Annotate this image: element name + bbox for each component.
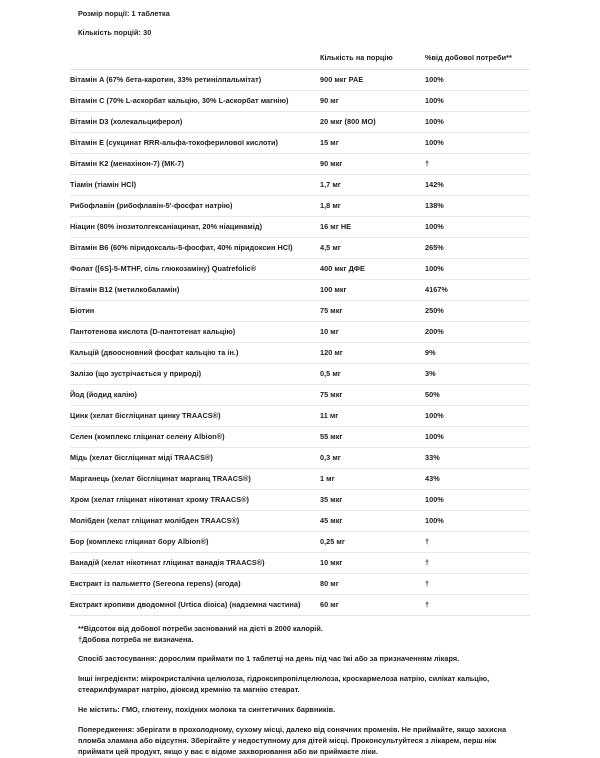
- nutrient-amount: 90 мкг: [320, 154, 425, 175]
- table-row: [70, 553, 530, 574]
- nutrient-name: Вітамін K2 (менахінон-7) (МК-7): [70, 154, 320, 175]
- table-row: [70, 343, 530, 364]
- nutrient-amount: 80 мг: [320, 574, 425, 595]
- nutrient-name: Марганець (хелат бісгліцинат марганц TRAACS®): [70, 469, 320, 490]
- nutrient-name: Вітамін B6 (60% піридоксаль-5-фосфат, 40% піридоксин HCl): [70, 238, 320, 259]
- nutrient-daily-value: 33%: [425, 448, 530, 469]
- nutrient-amount: 90 мг: [320, 91, 425, 112]
- nutrient-daily-value: 9%: [425, 343, 530, 364]
- nutrient-name: Вітамін E (сукцинат RRR-альфа-токоферилової кислоти): [70, 133, 320, 154]
- nutrient-name: Фолат ([6S]-5-MTHF, сіль глюкозаміну) Quatrefolic®: [70, 259, 320, 280]
- nutrient-daily-value: †: [425, 574, 530, 595]
- table-header: [70, 47, 530, 70]
- column-header-daily-value: %від добової потреби**: [425, 47, 530, 70]
- nutrient-daily-value: 100%: [425, 70, 530, 91]
- table-row: [70, 112, 530, 133]
- nutrient-amount: 0,5 мг: [320, 364, 425, 385]
- table-row: [70, 364, 530, 385]
- table-row: [70, 595, 530, 616]
- table-row: [70, 448, 530, 469]
- table-row: [70, 469, 530, 490]
- nutrient-amount: 100 мкг: [320, 280, 425, 301]
- nutrient-amount: 35 мкг: [320, 490, 425, 511]
- column-header-amount: Кількість на порцію: [320, 47, 425, 70]
- table-row: [70, 511, 530, 532]
- nutrient-daily-value: 250%: [425, 301, 530, 322]
- nutrient-amount: 20 мкг (800 МО): [320, 112, 425, 133]
- nutrient-amount: 400 мкг ДФЕ: [320, 259, 425, 280]
- table-row: [70, 133, 530, 154]
- nutrient-amount: 10 мкг: [320, 553, 425, 574]
- nutrient-name: Вітамін B12 (метилкобаламін): [70, 280, 320, 301]
- supplement-facts-table: [70, 47, 530, 616]
- footnote-daily-value: **Відсоток від добової потреби заснований на дієті в 2000 калорій.: [78, 624, 323, 634]
- table-row: [70, 280, 530, 301]
- nutrient-name: Молібден (хелат гліцинат молібден TRAACS®): [70, 511, 320, 532]
- directions-paragraph: Спосіб застосування: дорослим приймати по 1 таблетці на день під час їжі або за призначенням лікаря.: [78, 654, 460, 664]
- nutrient-daily-value: 100%: [425, 133, 530, 154]
- nutrient-amount: 900 мкг PAE: [320, 70, 425, 91]
- table-row: [70, 154, 530, 175]
- serving-info: [0, 0, 600, 37]
- footnotes: [78, 624, 530, 645]
- nutrient-name: Екстракт кропиви дводомної (Urtica dioica) (надземна частина): [70, 595, 320, 616]
- nutrient-amount: 45 мкг: [320, 511, 425, 532]
- nutrient-name: Біотин: [70, 301, 320, 322]
- table-row: [70, 532, 530, 553]
- nutrient-name: Мідь (хелат бісгліцинат міді TRAACS®): [70, 448, 320, 469]
- nutrient-name: Екстракт із пальметто (Sereona repens) (ягода): [70, 574, 320, 595]
- nutrient-amount: 0,25 мг: [320, 532, 425, 553]
- table-row: [70, 322, 530, 343]
- nutrient-daily-value: 50%: [425, 385, 530, 406]
- nutrient-daily-value: †: [425, 154, 530, 175]
- serving-size: Розмір порції: 1 таблетка: [78, 9, 170, 18]
- nutrient-amount: 120 мг: [320, 343, 425, 364]
- warning-paragraph: Попередження: зберігати в прохолодному, сухому місці, далеко від сонячних променів. Не приймайте, якщо захисна пломба зламана або відсутня. Зберігайте у недоступному для дітей місці. Проконсультуйтеся з лікарем, перш ніж приймати цей продукт, якщо у вас є відоме захворювання або ви приймаєте ліки.: [78, 725, 507, 756]
- table-row: [70, 301, 530, 322]
- nutrient-name: Бор (комплекс гліцинат бору Albion®): [70, 532, 320, 553]
- free-from-paragraph: Не містить: ГМО, глютену, похідних молока та синтетичних барвників.: [78, 705, 336, 715]
- table-row: [70, 490, 530, 511]
- table-row: [70, 259, 530, 280]
- nutrient-amount: 1,8 мг: [320, 196, 425, 217]
- nutrient-amount: 10 мг: [320, 322, 425, 343]
- nutrient-amount: 15 мг: [320, 133, 425, 154]
- nutrient-daily-value: †: [425, 532, 530, 553]
- column-header-name: [70, 47, 320, 70]
- nutrient-daily-value: 4167%: [425, 280, 530, 301]
- nutrient-daily-value: 200%: [425, 322, 530, 343]
- nutrient-amount: 55 мкг: [320, 427, 425, 448]
- table-row: [70, 406, 530, 427]
- nutrient-name: Кальцій (двоосновний фосфат кальцію та ін.): [70, 343, 320, 364]
- nutrient-amount: 75 мкг: [320, 385, 425, 406]
- nutrient-name: Йод (йодид калію): [70, 385, 320, 406]
- nutrient-amount: 0,3 мг: [320, 448, 425, 469]
- table-row: [70, 196, 530, 217]
- nutrient-daily-value: 100%: [425, 112, 530, 133]
- table-row: [70, 574, 530, 595]
- nutrient-amount: 11 мг: [320, 406, 425, 427]
- nutrient-daily-value: 100%: [425, 406, 530, 427]
- nutrient-name: Хром (хелат гліцинат нікотинат хрому TRAACS®): [70, 490, 320, 511]
- table-row: [70, 238, 530, 259]
- footnote-dagger: †Добова потреба не визначена.: [78, 634, 194, 644]
- table-row: [70, 385, 530, 406]
- nutrient-daily-value: 43%: [425, 469, 530, 490]
- nutrient-daily-value: 100%: [425, 427, 530, 448]
- table-header-row: [70, 47, 530, 70]
- nutrient-name: Залізо (що зустрічається у природі): [70, 364, 320, 385]
- table-row: [70, 427, 530, 448]
- nutrient-daily-value: 265%: [425, 238, 530, 259]
- nutrient-daily-value: 142%: [425, 175, 530, 196]
- nutrient-daily-value: 100%: [425, 511, 530, 532]
- table-row: [70, 91, 530, 112]
- table-row: [70, 175, 530, 196]
- nutrient-amount: 75 мкг: [320, 301, 425, 322]
- nutrient-daily-value: 3%: [425, 364, 530, 385]
- nutrient-daily-value: 100%: [425, 490, 530, 511]
- nutrient-name: Вітамін C (70% L-аскорбат кальцію, 30% L-аскорбат магнію): [70, 91, 320, 112]
- other-ingredients-paragraph: Інші інгредієнти: мікрокристалічна целюлоза, гідроксипропілцелюлоза, кроскармелоза натрію, силікат кальцію, стеарилфумарат натрію, діоксид кремнію та магнію стеарат.: [78, 674, 490, 695]
- nutrient-name: Селен (комплекс гліцинат селену Albion®): [70, 427, 320, 448]
- nutrient-daily-value: †: [425, 553, 530, 574]
- nutrient-name: Цинк (хелат бісгліцинат цинку TRAACS®): [70, 406, 320, 427]
- nutrient-name: Рибофлавін (рибофлавін-5'-фосфат натрію): [70, 196, 320, 217]
- nutrient-name: Вітамін D3 (холекальциферол): [70, 112, 320, 133]
- table-body: [70, 70, 530, 616]
- nutrient-daily-value: 138%: [425, 196, 530, 217]
- nutrient-name: Ванадій (хелат нікотинат гліцинат ванадія TRAACS®): [70, 553, 320, 574]
- nutrient-name: Тіамін (тіамін HCl): [70, 175, 320, 196]
- nutrient-name: Ніацин (80% інозитолгексаніацинат, 20% ніацинамід): [70, 217, 320, 238]
- table-row: [70, 217, 530, 238]
- nutrient-amount: 60 мг: [320, 595, 425, 616]
- table-row: [70, 70, 530, 91]
- nutrient-name: Пантотенова кислота (D-пантотенат кальцію): [70, 322, 320, 343]
- nutrient-amount: 4,5 мг: [320, 238, 425, 259]
- nutrient-name: Вітамін A (67% бета-каротин, 33% ретинілпальмітат): [70, 70, 320, 91]
- nutrient-daily-value: †: [425, 595, 530, 616]
- nutrient-amount: 1 мг: [320, 469, 425, 490]
- nutrient-amount: 1,7 мг: [320, 175, 425, 196]
- nutrient-daily-value: 100%: [425, 91, 530, 112]
- nutrient-amount: 16 мг НЕ: [320, 217, 425, 238]
- nutrient-daily-value: 100%: [425, 217, 530, 238]
- servings-per-container: Кількість порцій: 30: [78, 28, 152, 38]
- nutrient-daily-value: 100%: [425, 259, 530, 280]
